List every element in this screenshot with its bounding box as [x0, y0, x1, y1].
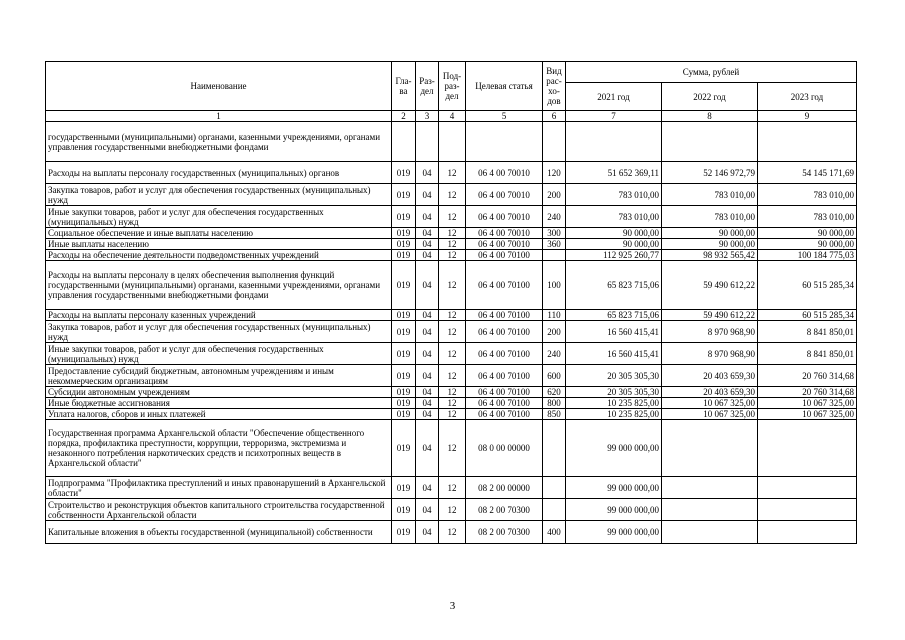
row-sum-2021: 112 925 260,77 — [566, 250, 662, 261]
row-glava: 019 — [392, 310, 416, 321]
row-target: 06 4 00 70100 — [466, 409, 543, 420]
row-podrazdel: 12 — [439, 420, 466, 477]
row-sum-2021: 90 000,00 — [566, 239, 662, 250]
row-glava: 019 — [392, 239, 416, 250]
row-sum-2021: 99 000 000,00 — [566, 420, 662, 477]
row-sum-2023 — [758, 477, 857, 499]
column-number: 4 — [439, 111, 466, 122]
row-vid: 400 — [543, 521, 566, 544]
row-razdel: 04 — [416, 343, 439, 365]
row-target: 06 4 00 70010 — [466, 228, 543, 239]
row-razdel: 04 — [416, 228, 439, 239]
row-name: Предоставление субсидий бюджетным, автономным учреждениям и иным некоммерческим организациям — [46, 365, 392, 387]
row-sum-2021: 99 000 000,00 — [566, 477, 662, 499]
row-razdel: 04 — [416, 321, 439, 343]
table-row — [46, 420, 857, 477]
row-sum-2021: 783 010,00 — [566, 184, 662, 206]
row-glava: 019 — [392, 477, 416, 499]
column-number: 5 — [466, 111, 543, 122]
table-row — [46, 206, 857, 228]
table-row — [46, 250, 857, 261]
row-sum-2022 — [662, 499, 758, 521]
row-podrazdel: 12 — [439, 310, 466, 321]
row-podrazdel: 12 — [439, 521, 466, 544]
row-sum-2023: 90 000,00 — [758, 228, 857, 239]
header-name: Наименование — [46, 62, 392, 111]
row-sum-2021: 20 305 305,30 — [566, 387, 662, 398]
header-razdel: Раз-дел — [416, 62, 439, 111]
row-sum-2022: 10 067 325,00 — [662, 398, 758, 409]
row-sum-2022 — [662, 420, 758, 477]
row-name: Иные выплаты населению — [46, 239, 392, 250]
row-sum-2021: 16 560 415,41 — [566, 343, 662, 365]
row-razdel: 04 — [416, 387, 439, 398]
column-number: 8 — [662, 111, 758, 122]
row-razdel: 04 — [416, 477, 439, 499]
row-target: 06 4 00 70100 — [466, 250, 543, 261]
row-sum-2021: 65 823 715,06 — [566, 261, 662, 310]
row-name: Иные бюджетные ассигнования — [46, 398, 392, 409]
table-row — [46, 398, 857, 409]
table-row — [46, 477, 857, 499]
row-sum-2023: 8 841 850,01 — [758, 343, 857, 365]
row-name: государственными (муниципальными) органами, казенными учреждениями, органами управления государственными внебюджетными фондами — [46, 122, 392, 162]
row-podrazdel: 12 — [439, 477, 466, 499]
row-target: 06 4 00 70100 — [466, 387, 543, 398]
row-podrazdel: 12 — [439, 398, 466, 409]
header-glava: Гла-ва — [392, 62, 416, 111]
header-podrazdel: Под-раз-дел — [439, 62, 466, 111]
row-glava: 019 — [392, 398, 416, 409]
table-row — [46, 239, 857, 250]
table-row — [46, 365, 857, 387]
row-podrazdel: 12 — [439, 365, 466, 387]
row-sum-2021: 783 010,00 — [566, 206, 662, 228]
row-glava: 019 — [392, 365, 416, 387]
row-razdel: 04 — [416, 250, 439, 261]
row-vid: 300 — [543, 228, 566, 239]
column-number: 1 — [46, 111, 392, 122]
row-sum-2022: 52 146 972,79 — [662, 162, 758, 184]
row-sum-2022: 783 010,00 — [662, 206, 758, 228]
row-glava: 019 — [392, 250, 416, 261]
row-name: Расходы на выплаты персоналу в целях обеспечения выполнения функций государственными (муниципальными) органами, казенными учреждениями, органами управления государственными внебюджетными фондами — [46, 261, 392, 310]
row-sum-2022: 20 403 659,30 — [662, 387, 758, 398]
row-target: 06 4 00 70100 — [466, 310, 543, 321]
table-row — [46, 310, 857, 321]
header-vid: Вид рас-хо-дов — [543, 62, 566, 111]
row-vid: 200 — [543, 184, 566, 206]
row-podrazdel: 12 — [439, 162, 466, 184]
row-name: Государственная программа Архангельской области "Обеспечение общественного порядка, профилактика преступности, коррупции, терроризма, экстремизма и незаконного потребления наркотических средств и психотропных веществ в Архангельской области" — [46, 420, 392, 477]
row-razdel: 04 — [416, 499, 439, 521]
row-podrazdel: 12 — [439, 343, 466, 365]
row-razdel: 04 — [416, 162, 439, 184]
table-row — [46, 387, 857, 398]
row-razdel: 04 — [416, 365, 439, 387]
row-name: Капитальные вложения в объекты государственной (муниципальной) собственности — [46, 521, 392, 544]
row-glava: 019 — [392, 499, 416, 521]
row-sum-2021 — [566, 122, 662, 162]
table-row — [46, 228, 857, 239]
row-sum-2023: 100 184 775,03 — [758, 250, 857, 261]
row-vid: 850 — [543, 409, 566, 420]
row-sum-2021: 65 823 715,06 — [566, 310, 662, 321]
column-number: 6 — [543, 111, 566, 122]
row-vid: 240 — [543, 343, 566, 365]
row-name: Иные закупки товаров, работ и услуг для обеспечения государственных (муниципальных) нужд — [46, 206, 392, 228]
row-podrazdel: 12 — [439, 228, 466, 239]
row-sum-2022: 8 970 968,90 — [662, 321, 758, 343]
table-row — [46, 521, 857, 544]
row-sum-2021: 90 000,00 — [566, 228, 662, 239]
row-sum-2023: 20 760 314,68 — [758, 387, 857, 398]
row-podrazdel: 12 — [439, 499, 466, 521]
header-2023: 2023 год — [758, 83, 857, 111]
row-sum-2021: 99 000 000,00 — [566, 499, 662, 521]
row-sum-2023 — [758, 420, 857, 477]
row-vid: 200 — [543, 321, 566, 343]
row-glava: 019 — [392, 261, 416, 310]
row-sum-2023 — [758, 499, 857, 521]
row-vid — [543, 250, 566, 261]
table-row — [46, 343, 857, 365]
row-name: Расходы на выплаты персоналу казенных учреждений — [46, 310, 392, 321]
row-name: Социальное обеспечение и иные выплаты населению — [46, 228, 392, 239]
row-razdel: 04 — [416, 398, 439, 409]
row-glava: 019 — [392, 409, 416, 420]
row-target: 06 4 00 70100 — [466, 321, 543, 343]
row-glava: 019 — [392, 321, 416, 343]
row-sum-2021: 10 235 825,00 — [566, 398, 662, 409]
row-sum-2021: 99 000 000,00 — [566, 521, 662, 544]
row-sum-2022: 59 490 612,22 — [662, 310, 758, 321]
row-sum-2023: 20 760 314,68 — [758, 365, 857, 387]
row-name: Закупка товаров, работ и услуг для обеспечения государственных (муниципальных) нужд — [46, 321, 392, 343]
row-vid: 100 — [543, 261, 566, 310]
table-row — [46, 184, 857, 206]
row-podrazdel: 12 — [439, 239, 466, 250]
row-glava: 019 — [392, 184, 416, 206]
row-vid: 800 — [543, 398, 566, 409]
page-number: 3 — [449, 600, 456, 612]
table-row — [46, 499, 857, 521]
row-target: 08 2 00 70300 — [466, 521, 543, 544]
row-name: Иные закупки товаров, работ и услуг для обеспечения государственных (муниципальных) нужд — [46, 343, 392, 365]
row-target: 08 2 00 00000 — [466, 477, 543, 499]
row-podrazdel: 12 — [439, 321, 466, 343]
header-target: Целевая статья — [466, 62, 543, 111]
row-razdel: 04 — [416, 206, 439, 228]
row-name: Строительство и реконструкция объектов капитального строительства государственной собственности Архангельской области — [46, 499, 392, 521]
row-podrazdel: 12 — [439, 261, 466, 310]
row-target: 06 4 00 70100 — [466, 398, 543, 409]
row-vid — [543, 420, 566, 477]
row-sum-2021: 51 652 369,11 — [566, 162, 662, 184]
row-vid — [543, 477, 566, 499]
table-row — [46, 409, 857, 420]
row-sum-2022: 90 000,00 — [662, 228, 758, 239]
header-sum: Сумма, рублей — [566, 62, 857, 83]
column-number: 9 — [758, 111, 857, 122]
row-razdel: 04 — [416, 409, 439, 420]
row-glava: 019 — [392, 420, 416, 477]
row-sum-2021: 16 560 415,41 — [566, 321, 662, 343]
row-podrazdel: 12 — [439, 409, 466, 420]
row-target: 06 4 00 70010 — [466, 184, 543, 206]
row-razdel: 04 — [416, 184, 439, 206]
row-target: 06 4 00 70100 — [466, 343, 543, 365]
row-sum-2023: 90 000,00 — [758, 239, 857, 250]
table-row — [46, 321, 857, 343]
row-vid: 240 — [543, 206, 566, 228]
row-vid: 360 — [543, 239, 566, 250]
column-number: 7 — [566, 111, 662, 122]
row-name: Субсидии автономным учреждениям — [46, 387, 392, 398]
row-sum-2022: 783 010,00 — [662, 184, 758, 206]
row-sum-2023: 10 067 325,00 — [758, 409, 857, 420]
row-sum-2022: 8 970 968,90 — [662, 343, 758, 365]
budget-table — [45, 61, 857, 544]
row-vid: 120 — [543, 162, 566, 184]
row-sum-2022: 20 403 659,30 — [662, 365, 758, 387]
row-name: Расходы на обеспечение деятельности подведомственных учреждений — [46, 250, 392, 261]
row-razdel: 04 — [416, 239, 439, 250]
column-number: 2 — [392, 111, 416, 122]
row-name: Закупка товаров, работ и услуг для обеспечения государственных (муниципальных) нужд — [46, 184, 392, 206]
row-vid: 600 — [543, 365, 566, 387]
row-target — [466, 122, 543, 162]
row-razdel: 04 — [416, 310, 439, 321]
row-sum-2023: 783 010,00 — [758, 206, 857, 228]
table-row — [46, 261, 857, 310]
row-target: 06 4 00 70100 — [466, 261, 543, 310]
row-glava: 019 — [392, 228, 416, 239]
row-sum-2022: 10 067 325,00 — [662, 409, 758, 420]
header-2021: 2021 год — [566, 83, 662, 111]
table-row — [46, 122, 857, 162]
row-target: 08 2 00 70300 — [466, 499, 543, 521]
row-name: Уплата налогов, сборов и иных платежей — [46, 409, 392, 420]
row-target: 06 4 00 70100 — [466, 365, 543, 387]
row-razdel: 04 — [416, 420, 439, 477]
row-glava — [392, 122, 416, 162]
row-sum-2023: 8 841 850,01 — [758, 321, 857, 343]
row-glava: 019 — [392, 387, 416, 398]
row-podrazdel: 12 — [439, 184, 466, 206]
row-sum-2023 — [758, 122, 857, 162]
row-podrazdel: 12 — [439, 250, 466, 261]
row-sum-2023 — [758, 521, 857, 544]
row-razdel: 04 — [416, 261, 439, 310]
table-row — [46, 162, 857, 184]
column-number-row — [46, 111, 857, 122]
row-name: Подпрограмма "Профилактика преступлений и иных правонарушений в Архангельской области" — [46, 477, 392, 499]
row-sum-2022 — [662, 477, 758, 499]
row-podrazdel: 12 — [439, 387, 466, 398]
row-sum-2022: 98 932 565,42 — [662, 250, 758, 261]
row-razdel — [416, 122, 439, 162]
row-target: 08 0 00 00000 — [466, 420, 543, 477]
row-podrazdel — [439, 122, 466, 162]
row-sum-2022: 59 490 612,22 — [662, 261, 758, 310]
row-glava: 019 — [392, 162, 416, 184]
row-sum-2023: 783 010,00 — [758, 184, 857, 206]
row-sum-2022 — [662, 521, 758, 544]
row-glava: 019 — [392, 521, 416, 544]
row-target: 06 4 00 70010 — [466, 206, 543, 228]
row-sum-2021: 20 305 305,30 — [566, 365, 662, 387]
row-sum-2023: 10 067 325,00 — [758, 398, 857, 409]
row-sum-2021: 10 235 825,00 — [566, 409, 662, 420]
row-vid — [543, 122, 566, 162]
column-number: 3 — [416, 111, 439, 122]
row-sum-2023: 60 515 285,34 — [758, 310, 857, 321]
row-sum-2023: 54 145 171,69 — [758, 162, 857, 184]
row-podrazdel: 12 — [439, 206, 466, 228]
row-vid: 110 — [543, 310, 566, 321]
row-vid — [543, 499, 566, 521]
row-glava: 019 — [392, 343, 416, 365]
header-2022: 2022 год — [662, 83, 758, 111]
row-sum-2023: 60 515 285,34 — [758, 261, 857, 310]
row-sum-2022 — [662, 122, 758, 162]
row-glava: 019 — [392, 206, 416, 228]
row-target: 06 4 00 70010 — [466, 239, 543, 250]
row-name: Расходы на выплаты персоналу государственных (муниципальных) органов — [46, 162, 392, 184]
row-razdel: 04 — [416, 521, 439, 544]
row-vid: 620 — [543, 387, 566, 398]
row-sum-2022: 90 000,00 — [662, 239, 758, 250]
row-target: 06 4 00 70010 — [466, 162, 543, 184]
